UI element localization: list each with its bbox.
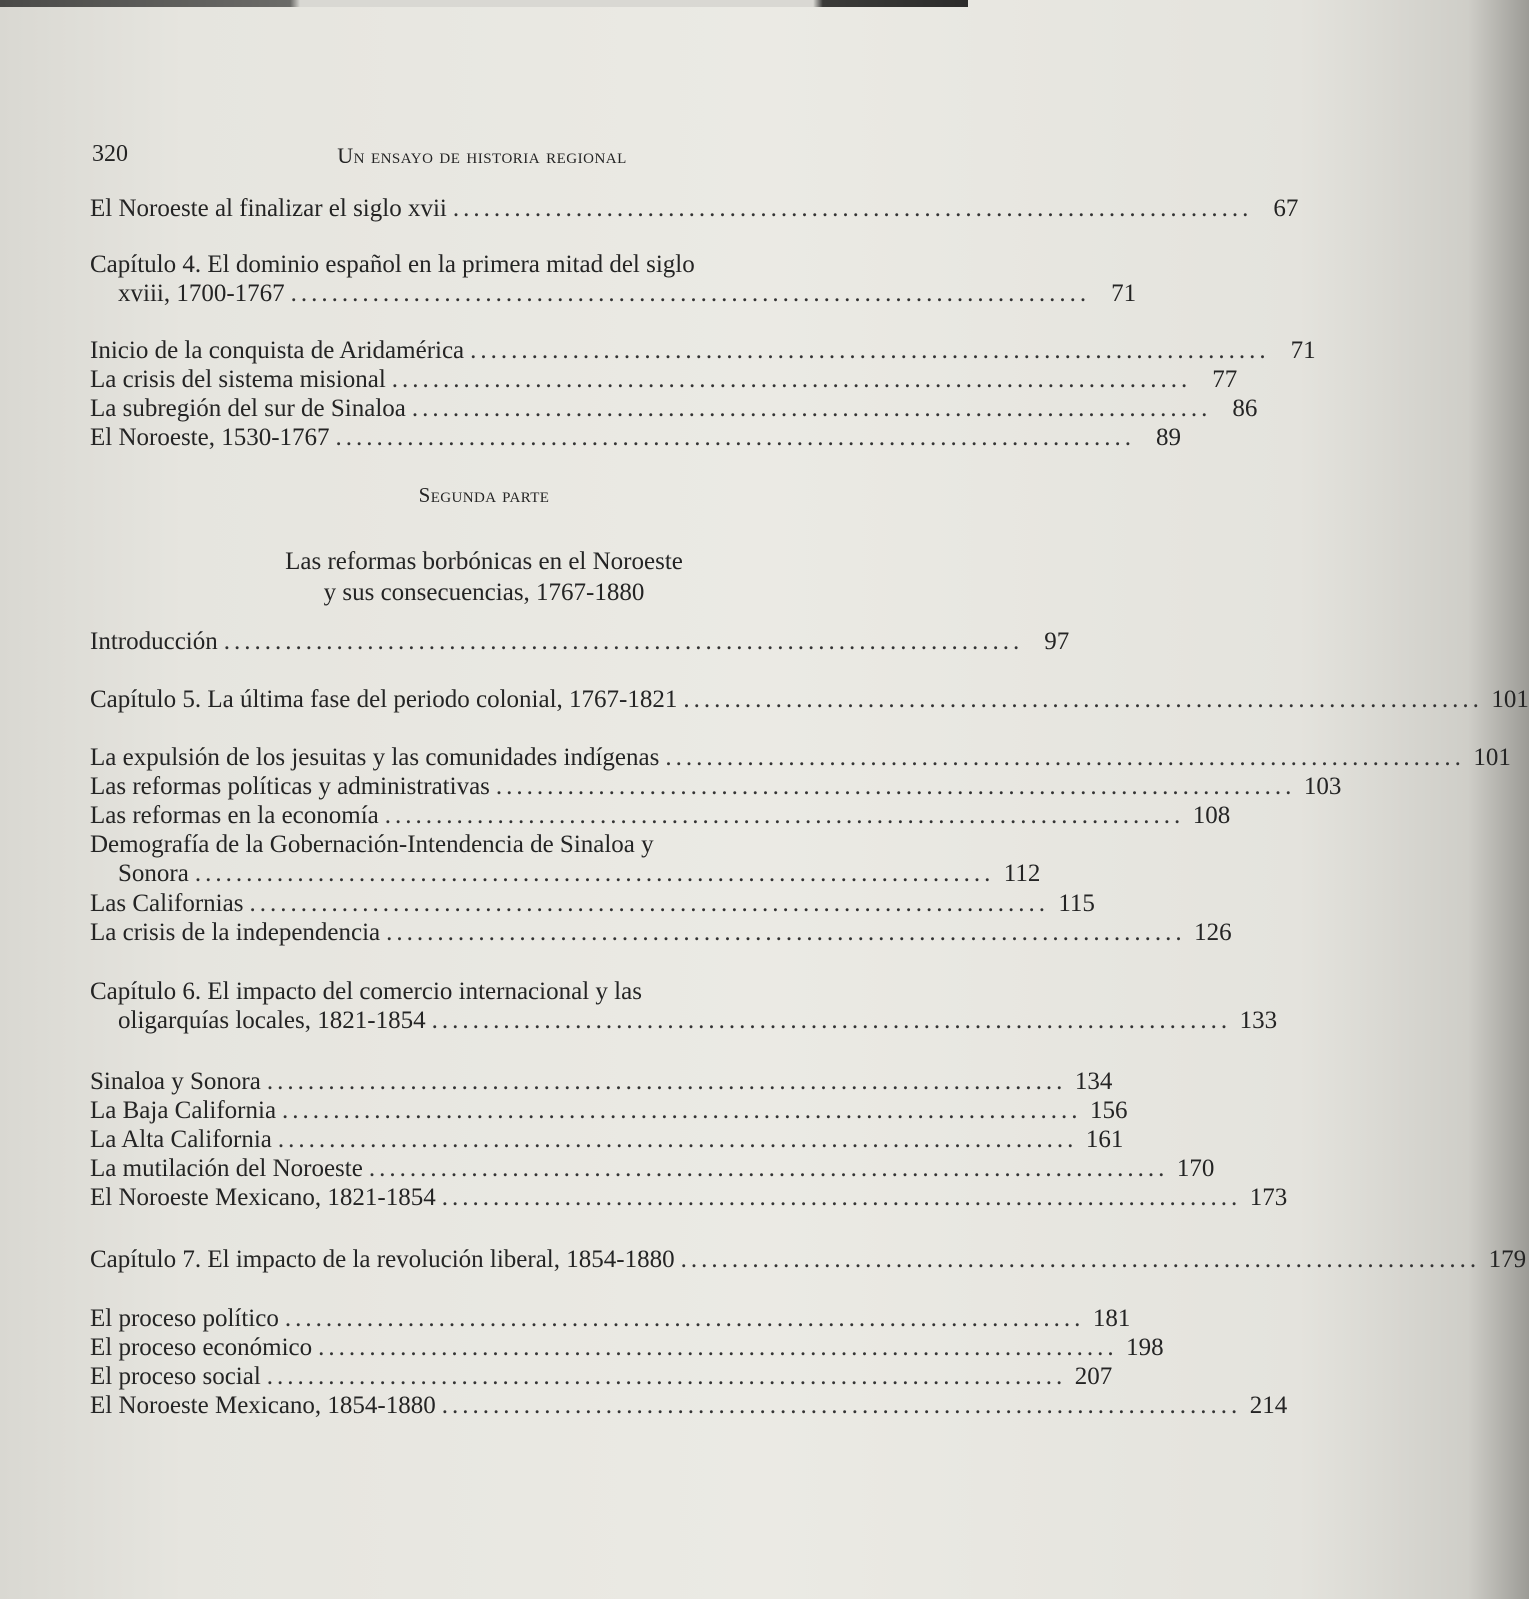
- toc-entry-title: El proceso político: [90, 1305, 279, 1332]
- running-title: Un ensayo de historia regional: [337, 143, 627, 168]
- toc-entry-title: La expulsión de los jesuitas y las comunidades indígenas: [90, 744, 660, 771]
- toc-entry-title-line2: oligarquías locales, 1821-1854: [118, 1007, 426, 1034]
- toc-entry: [90, 1096, 1128, 1125]
- toc-entry-title: Introducción: [90, 628, 218, 655]
- leader-dots: ..............................................................................: [266, 1363, 1067, 1390]
- leader-dots: ..............................................................................: [441, 1184, 1242, 1211]
- part-title-line2: y sus consecuencias, 1767-1880: [323, 579, 645, 606]
- leader-dots: ..............................................................................: [282, 1097, 1082, 1124]
- toc-chapter-entry: [90, 977, 1278, 1035]
- toc-entry-title: El proceso social: [90, 1363, 261, 1390]
- toc-entry-title: Las reformas políticas y administrativas: [90, 773, 490, 800]
- toc-chapter-entry: [90, 685, 1529, 714]
- toc-entry-page: 77: [1212, 366, 1238, 393]
- toc-entry-page: 207: [1074, 1363, 1113, 1390]
- leader-dots: ..............................................................................: [223, 628, 1024, 655]
- toc-entry-title: El Noroeste, 1530-1767: [90, 424, 330, 451]
- leader-dots: ..............................................................................: [368, 1155, 1169, 1182]
- part-title: [0, 546, 968, 608]
- toc-entry: [90, 743, 1511, 772]
- toc-entry: [90, 423, 1182, 452]
- leader-dots: ..............................................................................: [335, 424, 1136, 451]
- leader-dots: ..............................................................................: [249, 890, 1049, 917]
- toc-entry-title-line2: Sonora: [118, 860, 189, 887]
- toc-entry-title: Las reformas en la economía: [90, 802, 379, 829]
- leader-dots: ..............................................................................: [683, 686, 1483, 713]
- toc-entry: [90, 1183, 1288, 1212]
- leader-dots: ..............................................................................: [441, 1392, 1242, 1419]
- leader-dots: ..............................................................................: [277, 1126, 1078, 1153]
- toc-entry-page: 179: [1488, 1246, 1527, 1273]
- toc-chapter-entry: [90, 250, 1137, 308]
- toc-entry-page: 198: [1126, 1334, 1164, 1361]
- leader-dots: ..............................................................................: [194, 860, 995, 887]
- leader-dots: ..............................................................................: [266, 1068, 1067, 1095]
- leader-dots: ..............................................................................: [665, 744, 1465, 771]
- toc-entry-title: Inicio de la conquista de Aridamérica: [90, 337, 465, 364]
- toc-entry-title: La crisis de la independencia: [90, 919, 381, 946]
- toc-entry: [90, 830, 1041, 888]
- toc-entry: [90, 1125, 1124, 1154]
- leader-dots: ..............................................................................: [495, 773, 1296, 800]
- page-number: 320: [92, 141, 128, 167]
- toc-entry-page: 108: [1192, 802, 1231, 829]
- toc-entry-title-line1: Demografía de la Gobernación-Intendencia de Sinaloa y: [90, 831, 654, 858]
- toc-entry-page: 101: [1473, 744, 1511, 771]
- toc-entry-title-line2: xviii, 1700-1767: [118, 280, 285, 307]
- leader-dots: ..............................................................................: [284, 1305, 1085, 1332]
- toc-entry-title: La crisis del sistema misional: [90, 366, 386, 393]
- leader-dots: ..............................................................................: [452, 195, 1253, 222]
- toc-entry: [90, 394, 1258, 423]
- toc-entry-page: 86: [1232, 395, 1258, 422]
- toc-entry-page: 126: [1194, 919, 1232, 946]
- toc-entry-page: 156: [1090, 1097, 1128, 1124]
- toc-entry-title: La subregión del sur de Sinaloa: [90, 395, 406, 422]
- toc-entry-title: El proceso económico: [90, 1334, 313, 1361]
- toc-entry-page: 134: [1074, 1068, 1113, 1095]
- leader-dots: ..............................................................................: [318, 1334, 1118, 1361]
- toc-entry-page: 67: [1273, 195, 1299, 222]
- toc-entry: [90, 801, 1231, 830]
- page-header: [92, 141, 872, 175]
- part-title-line1: Las reformas borbónicas en el Noroeste: [285, 548, 683, 575]
- leader-dots: ..............................................................................: [431, 1007, 1232, 1034]
- toc-entry: [90, 1391, 1288, 1420]
- toc-entry-page: 71: [1290, 337, 1316, 364]
- toc-entry-title: El Noroeste al finalizar el siglo xvii: [90, 195, 447, 222]
- toc-entry: [90, 365, 1238, 394]
- toc-entry: [90, 627, 1070, 656]
- toc-entry-page: 112: [1003, 860, 1041, 887]
- toc-entry-title: El Noroeste Mexicano, 1821-1854: [90, 1184, 436, 1211]
- leader-dots: ..............................................................................: [411, 395, 1212, 422]
- toc-chapter-entry: [90, 1245, 1527, 1274]
- toc-entry: [90, 1333, 1164, 1362]
- toc-entry-title-line1: Capítulo 6. El impacto del comercio internacional y las: [90, 978, 642, 1005]
- toc-entry: [90, 1362, 1113, 1391]
- toc-entry-title: La Alta California: [90, 1126, 272, 1153]
- toc-entry-title: La Baja California: [90, 1097, 277, 1124]
- leader-dots: ..............................................................................: [680, 1246, 1481, 1273]
- toc-entry: [90, 194, 1299, 223]
- toc-entry-page: 214: [1249, 1392, 1288, 1419]
- toc-entry: [90, 1067, 1113, 1096]
- toc-entry-page: 97: [1044, 628, 1070, 655]
- toc-entry-title: El Noroeste Mexicano, 1854-1880: [90, 1392, 436, 1419]
- toc-entry-title: La mutilación del Noroeste: [90, 1155, 363, 1182]
- toc-entry-page: 103: [1303, 773, 1342, 800]
- toc-entry-page: 181: [1092, 1305, 1131, 1332]
- toc-entry-title: Capítulo 7. El impacto de la revolución liberal, 1854-1880: [90, 1246, 675, 1273]
- toc-entry-page: 170: [1176, 1155, 1215, 1182]
- toc-entry-title-line1: Capítulo 4. El dominio español en la primera mitad del siglo: [90, 251, 695, 278]
- toc-entry-page: 89: [1156, 424, 1182, 451]
- leader-dots: ..............................................................................: [391, 366, 1192, 393]
- toc-entry-page: 71: [1111, 280, 1137, 307]
- toc-entry: [90, 1304, 1131, 1333]
- toc-entry-title: Capítulo 5. La última fase del periodo colonial, 1767-1821: [90, 686, 678, 713]
- toc-entry: [90, 918, 1232, 947]
- toc-entry: [90, 772, 1342, 801]
- toc-entry: [90, 1154, 1215, 1183]
- leader-dots: ..............................................................................: [384, 802, 1185, 829]
- toc-entry-page: 173: [1249, 1184, 1288, 1211]
- toc-entry: [90, 889, 1095, 918]
- toc-entry-title: Las Californias: [90, 890, 244, 917]
- toc-entry-page: 101: [1491, 686, 1529, 713]
- toc-entry-page: 161: [1085, 1126, 1124, 1153]
- toc-entry-page: 133: [1239, 1007, 1278, 1034]
- leader-dots: ..............................................................................: [470, 337, 1270, 364]
- part-label: Segunda parte: [418, 483, 550, 507]
- toc-entry-title: Sinaloa y Sonora: [90, 1068, 261, 1095]
- leader-dots: ..............................................................................: [290, 280, 1091, 307]
- toc-entry: [90, 336, 1316, 365]
- toc-entry-page: 115: [1058, 890, 1095, 917]
- leader-dots: ..............................................................................: [386, 919, 1186, 946]
